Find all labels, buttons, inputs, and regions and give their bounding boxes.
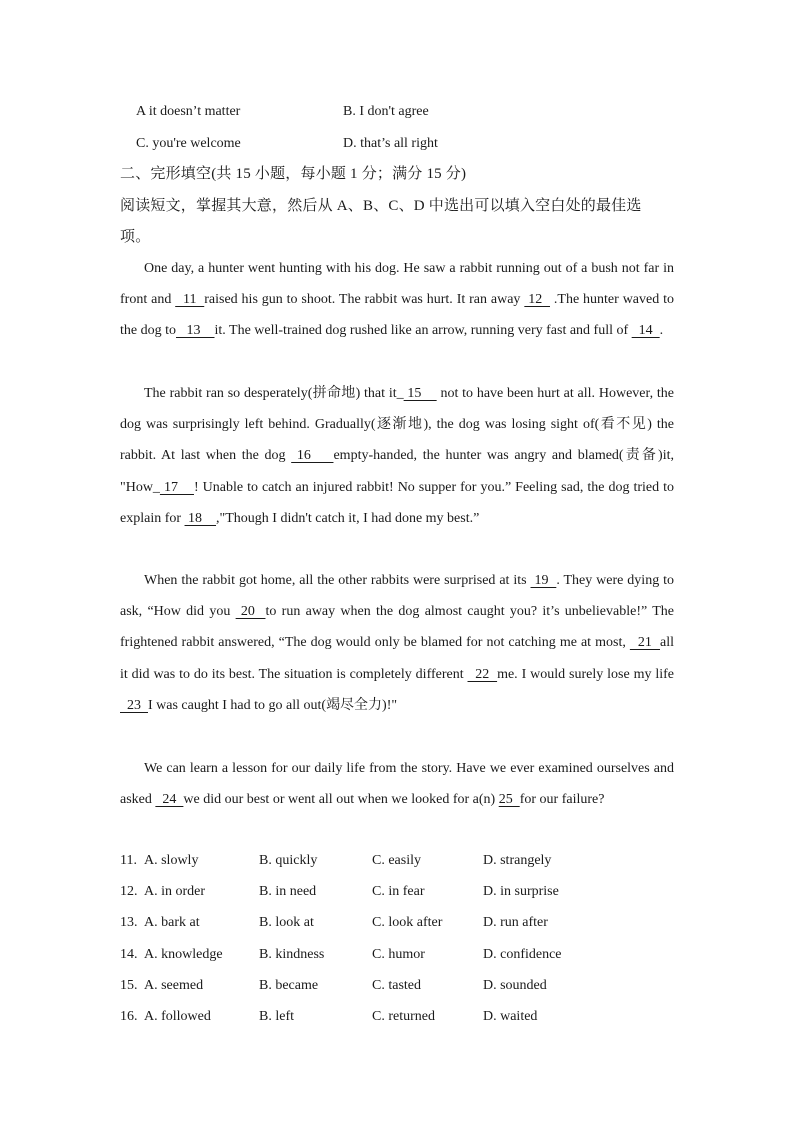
question-option-c: C. humor xyxy=(372,946,425,962)
passage-text: The rabbit ran so desperately(拼命地) that it_ xyxy=(144,386,404,401)
question-number: 15. xyxy=(120,977,138,993)
question-option-a: A. followed xyxy=(144,1009,211,1024)
answer-blank: 12 xyxy=(524,292,550,308)
passage-text: ! Unable to catch an injured rabbit! No supper for you.” Feeling sad, the dog tried to explain for xyxy=(120,479,675,526)
passage-text: When the rabbit got home, all the other rabbits were surprised at its xyxy=(144,573,531,588)
option-a: A it doesn’t matter xyxy=(136,104,241,119)
question-number: 14. xyxy=(120,946,138,962)
passage-paragraph-3 xyxy=(120,565,674,721)
question-option-d: D. in surprise xyxy=(483,884,559,900)
passage-text: all it did was to do its best. The situation is completely different xyxy=(120,635,674,682)
instruction-line-2: 项。 xyxy=(120,229,151,245)
answer-blank: 17 xyxy=(159,479,194,495)
answer-blank: 18 xyxy=(184,510,217,526)
question-option-d: D. waited xyxy=(483,1009,538,1024)
passage-text: . xyxy=(659,323,664,339)
question-number: 12. xyxy=(120,884,138,900)
answer-blank: 11 xyxy=(175,292,205,308)
passage-text: to run away when the dog almost caught you? it’s unbelievable!” The frightened rabbit answered, “The dog would only be blamed for not catching me at most, xyxy=(120,604,674,651)
passage-text: .The hunter waved to the dog to xyxy=(120,292,675,339)
question-option-a: A. bark at xyxy=(144,915,200,931)
answer-blank: 16 xyxy=(291,448,334,464)
question-option-c: C. easily xyxy=(372,853,421,868)
question-option-c: C. tasted xyxy=(372,977,421,993)
question-option-a: A. seemed xyxy=(144,977,204,993)
passage-text: . They were dying to ask, “How did you xyxy=(120,573,675,620)
answer-blank: 22 xyxy=(467,666,498,682)
passage-paragraph-4 xyxy=(120,753,674,815)
answer-blank: 15 xyxy=(403,386,437,401)
passage-text: not to have been hurt at all. However, the dog was surprisingly left behind. Gradually(逐渐地), the dog was losing sight of(看不见) the rabbit. At last when the dog xyxy=(120,386,675,464)
passage-text: I was caught I had to go all out(竭尽全力)!" xyxy=(148,697,398,713)
answer-blank: 25 xyxy=(498,792,520,808)
section-heading: 二、完形填空(共 15 小题，每小题 1 分；满分 15 分) xyxy=(120,166,467,182)
question-option-a: A. knowledge xyxy=(144,946,223,962)
question-option-a: A. in order xyxy=(144,884,206,900)
option-c: C. you're welcome xyxy=(136,136,241,151)
question-number: 16. xyxy=(120,1009,138,1024)
passage-text: One day, a hunter went hunting with his dog. He saw a rabbit running out of a bush not far in front and xyxy=(120,261,674,308)
passage-text: for our failure? xyxy=(519,792,605,808)
passage-text: it. The well-trained dog rushed like an arrow, running very fast and full of xyxy=(214,323,632,339)
answer-blank: 21 xyxy=(629,635,660,651)
question-option-c: C. look after xyxy=(372,915,443,931)
option-d: D. that’s all right xyxy=(343,136,438,151)
question-number: 11. xyxy=(120,853,137,868)
question-option-b: B. look at xyxy=(259,915,314,931)
answer-blank: 24 xyxy=(155,792,184,808)
passage-text: We can learn a lesson for our daily life from the story. Have we ever examined ourselves and asked xyxy=(120,761,674,808)
passage-text: ,"Though I didn't catch it, I had done my best.” xyxy=(216,510,480,526)
option-b: B. I don't agree xyxy=(343,104,429,119)
passage-text: we did our best or went all out when we looked for a(n) xyxy=(183,792,499,808)
answer-blank: 23 xyxy=(120,697,148,713)
question-option-b: B. in need xyxy=(259,884,317,900)
question-option-b: B. became xyxy=(259,977,319,993)
question-option-d: D. confidence xyxy=(483,946,562,962)
answer-blank: 19 xyxy=(530,573,557,588)
answer-blank: 13 xyxy=(176,323,215,339)
answer-blank: 20 xyxy=(235,604,266,620)
question-option-b: B. kindness xyxy=(259,946,325,962)
passage-paragraph-1 xyxy=(120,253,674,347)
question-option-a: A. slowly xyxy=(144,853,199,868)
passage-text: me. I would surely lose my life xyxy=(497,666,674,682)
answer-blank: 14 xyxy=(631,323,660,339)
question-number: 13. xyxy=(120,915,138,931)
passage-text: empty-handed, the hunter was angry and blamed(责备)it, "How_ xyxy=(120,448,674,495)
question-option-c: C. in fear xyxy=(372,884,425,900)
passage-paragraph-2 xyxy=(120,378,674,534)
passage-text: raised his gun to shoot. The rabbit was hurt. It ran away xyxy=(204,292,525,308)
question-option-d: D. strangely xyxy=(483,853,552,868)
question-option-d: D. run after xyxy=(483,915,548,931)
question-option-b: B. quickly xyxy=(259,853,318,868)
question-option-b: B. left xyxy=(259,1009,294,1024)
question-option-c: C. returned xyxy=(372,1009,435,1024)
instruction-line-1: 阅读短文，掌握其大意，然后从 A、B、C、D 中选出可以填入空白处的最佳选 xyxy=(120,198,642,214)
question-option-d: D. sounded xyxy=(483,977,547,993)
